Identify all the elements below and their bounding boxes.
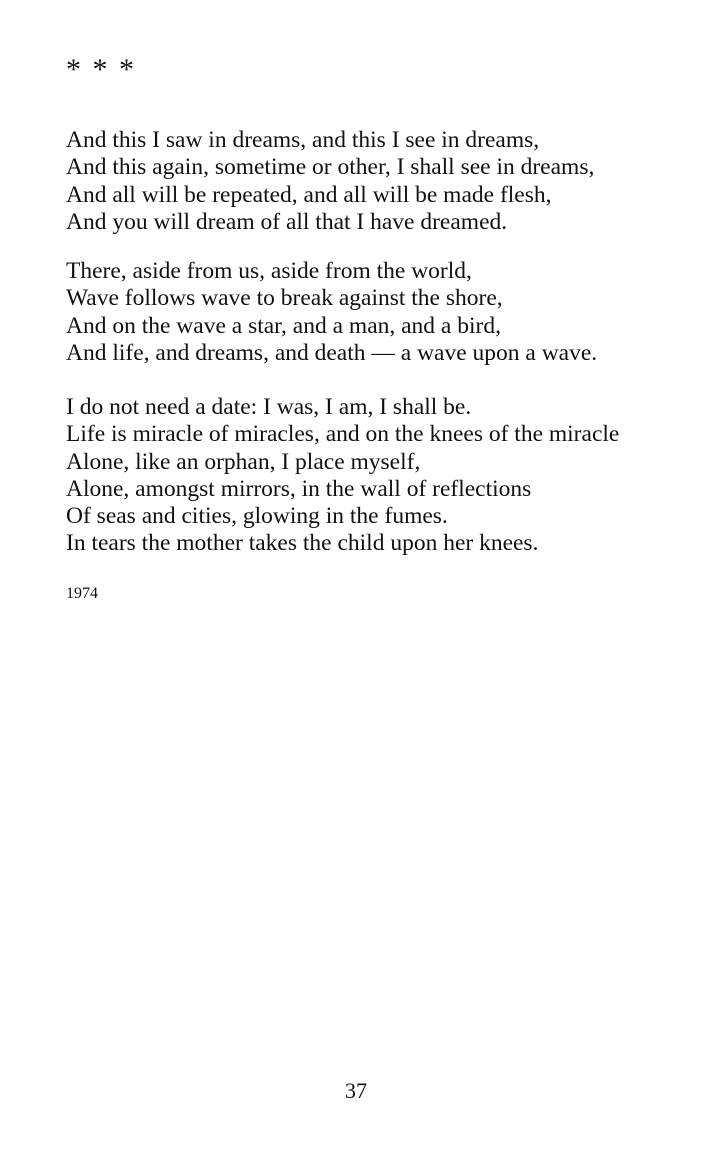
poem-line: I do not need a date: I was, I am, I shall be.: [66, 394, 472, 420]
poem-stanza-1: [66, 127, 676, 236]
poem-line: Of seas and cities, glowing in the fumes.: [66, 503, 448, 530]
poem-date: 1974: [66, 585, 98, 602]
poem-line: In tears the mother takes the child upon her knees.: [66, 530, 539, 557]
poem-line: Alone, like an orphan, I place myself,: [66, 448, 421, 475]
poem-line: There, aside from us, aside from the world,: [66, 258, 472, 284]
poem-stanza-2: [66, 258, 676, 367]
poem-stanza-3: [66, 394, 676, 558]
section-break-asterisks: * * *: [66, 53, 136, 86]
poem-line: And life, and dreams, and death — a wave upon a wave.: [66, 339, 598, 366]
poem-line: And this I saw in dreams, and this I see in dreams,: [66, 127, 540, 153]
poem-line: And this again, sometime or other, I shall see in dreams,: [66, 154, 595, 181]
poem-line: And you will dream of all that I have dreamed.: [66, 208, 508, 235]
poem-line: Wave follows wave to break against the shore,: [66, 285, 503, 312]
poem-line: And all will be repeated, and all will be made flesh,: [66, 181, 552, 208]
page-number: 37: [345, 1078, 367, 1103]
poem-line: Alone, amongst mirrors, in the wall of reflections: [66, 475, 532, 502]
poem-line: Life is miracle of miracles, and on the knees of the miracle: [66, 421, 620, 448]
poem-line: And on the wave a star, and a man, and a bird,: [66, 312, 501, 339]
